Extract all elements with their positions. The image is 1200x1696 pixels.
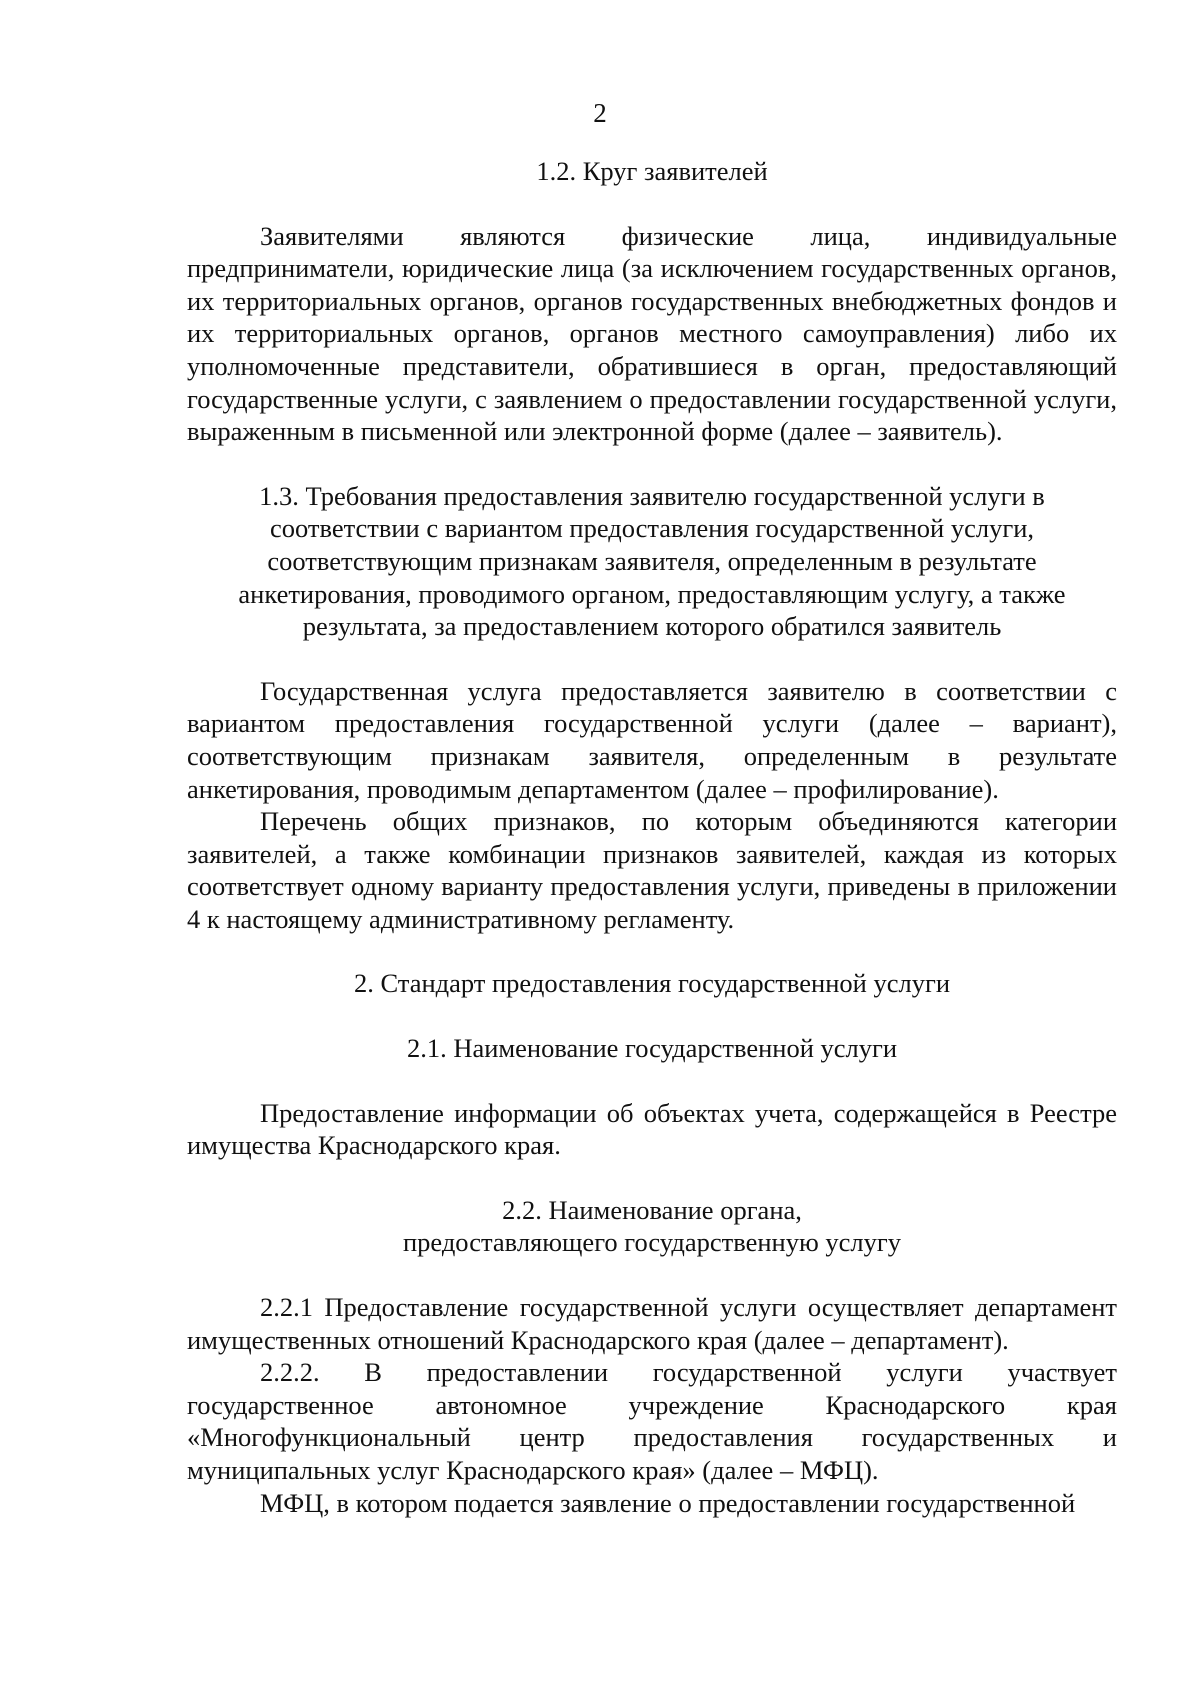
section-2-2-heading-line-1: 2.2. Наименование органа, (502, 1194, 802, 1225)
section-2-2-3-paragraph: МФЦ, в котором подается заявление о предоставлении государственной (260, 1487, 1076, 1518)
page-number: 2 (593, 98, 607, 128)
section-2-1-paragraph: Предоставление информации об объектах учета, содержащейся в Реестре имущества Краснодарского края. (187, 1097, 1117, 1161)
section-1-3-heading: 1.3. Требования предоставления заявителю государственной услуги в соответствии с вариантом предоставления государственной услуги, соответствующим признакам заявителя, определенным в результате анкетирования, проводимого органом, предоставляющим услугу, а также результата, за предоставлением которого обратился заявитель (238, 480, 1066, 642)
section-1-3-paragraph-1: Государственная услуга предоставляется заявителю в соответствии с вариантом предоставления государственной услуги (далее – вариант), соответствующим признакам заявителя, определенным в результате анкетирования, проводимым департаментом (далее – профилирование). (187, 675, 1117, 804)
section-1-3-paragraph-2: Перечень общих признаков, по которым объединяются категории заявителей, а также комбинации признаков заявителей, каждая из которых соответствует одному варианту предоставления услуги, приведены в приложении 4 к настоящему административному регламенту. (187, 806, 1117, 934)
section-2-2-2-paragraph: 2.2.2. В предоставлении государственной услуги участвует государственное автономное учреждение Краснодарского края «Многофункциональный центр предоставления государственных и муниципальных услуг Краснодарского края» (далее – МФЦ). (187, 1357, 1117, 1485)
document-body (187, 155, 1117, 1519)
section-2-1-heading: 2.1. Наименование государственной услуги (406, 1033, 898, 1064)
section-1-2-paragraph: Заявителями являются физические лица, индивидуальные предприниматели, юридические лица (за исключением государственных органов, их территориальных органов, органов государственных внебюджетных фондов и их территориальных органов, органов местного самоуправления) либо их уполномоченные представители, обратившиеся в орган, предоставляющий государственные услуги, с заявлением о предоставлении государственной услуги, выраженным в письменной или электронной форме (далее – заявитель). (187, 220, 1117, 447)
section-1-2-heading: 1.2. Круг заявителей (536, 156, 768, 186)
section-2-2-1-paragraph: 2.2.1 Предоставление государственной услуги осуществляет департамент имущественных отношений Краснодарского края (далее – департамент). (187, 1292, 1117, 1355)
section-2-heading: 2. Стандарт предоставления государственной услуги (353, 968, 951, 999)
section-2-2-heading-line-2: предоставляющего государственную услугу (402, 1227, 901, 1258)
